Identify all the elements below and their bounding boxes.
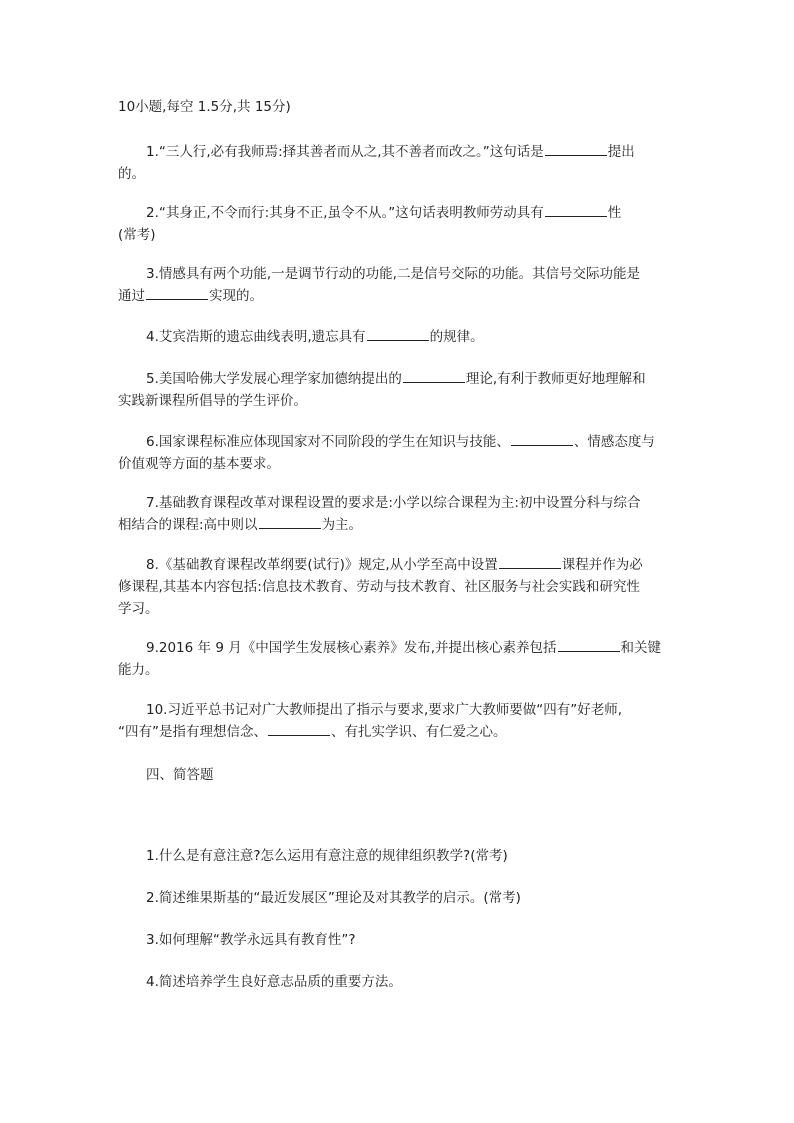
question-line xyxy=(118,659,678,681)
section-title: 四、简答题 xyxy=(146,767,214,783)
question-line xyxy=(118,224,678,246)
question-line xyxy=(118,431,706,453)
question-line xyxy=(118,163,678,185)
question-text: 性 xyxy=(607,205,622,221)
question-line xyxy=(118,285,678,307)
question-text: 提出 xyxy=(607,144,635,160)
question-text: 理论,有利于教师更好地理解和 xyxy=(465,371,646,387)
question-text: 实践新课程所倡导的学生评价。 xyxy=(118,393,307,409)
question-line xyxy=(118,141,706,163)
question-text: 4.艾宾浩斯的遗忘曲线表明,遗忘具有 xyxy=(146,329,366,345)
question-line xyxy=(118,514,678,536)
question-line xyxy=(118,263,706,285)
section-header-note: 10小题,每空 1.5分,共 15分) xyxy=(118,99,291,115)
question-line xyxy=(118,721,678,743)
question-text: 价值观等方面的基本要求。 xyxy=(118,456,280,472)
question-text: 修课程,其基本内容包括:信息技术教育、劳动与技术教育、社区服务与社会实践和研究性 xyxy=(118,579,640,595)
answer-blank[interactable] xyxy=(499,554,561,569)
question-text: 能力。 xyxy=(118,662,159,678)
short-answer-item: 3.如何理解“教学永远具有教育性”? xyxy=(146,932,356,948)
question-text: 3.情感具有两个功能,一是调节行动的功能,二是信号交际的功能。其信号交际功能是 xyxy=(146,266,640,282)
answer-blank[interactable] xyxy=(268,721,330,736)
question-text: 通过 xyxy=(118,288,145,304)
short-answer-item: 2.简述维果斯基的“最近发展区”理论及对其教学的启示。(常考) xyxy=(146,890,521,906)
question-text: 2.“其身正,不令而行:其身不正,虽令不从。”这句话表明教师劳动具有 xyxy=(146,205,544,221)
question-text: (常考) xyxy=(118,227,156,243)
question-line xyxy=(118,453,678,475)
answer-blank[interactable] xyxy=(403,368,465,383)
answer-blank[interactable] xyxy=(558,637,620,652)
question-text: 为主。 xyxy=(321,517,363,533)
question-text: 1.“三人行,必有我师焉:择其善者而从之,其不善者而改之。”这句话是 xyxy=(146,144,544,160)
question-line xyxy=(118,699,706,721)
question-text: 相结合的课程:高中则以 xyxy=(118,517,258,533)
question-text: 的。 xyxy=(118,166,145,182)
question-text: 5.美国哈佛大学发展心理学家加德纳提出的 xyxy=(146,371,402,387)
question-text: 7.基础教育课程改革对课程设置的要求是:小学以综合课程为主:初中设置分科与综合 xyxy=(146,495,641,511)
question-line xyxy=(118,368,706,390)
answer-blank[interactable] xyxy=(259,514,321,529)
question-text: 6.国家课程标准应体现国家对不同阶段的学生在知识与技能、 xyxy=(146,434,510,450)
answer-blank[interactable] xyxy=(367,326,429,341)
question-line xyxy=(118,576,678,598)
question-line xyxy=(118,554,706,576)
question-text: 、情感态度与 xyxy=(573,434,655,450)
short-answer-item: 4.简述培养学生良好意志品质的重要方法。 xyxy=(146,974,402,990)
question-line xyxy=(118,492,706,514)
question-text: 9.2016 年 9 月《中国学生发展核心素养》发布,并提出核心素养包括 xyxy=(146,640,557,656)
answer-blank[interactable] xyxy=(511,431,573,446)
question-line xyxy=(118,637,706,659)
question-text: 10.习近平总书记对广大教师提出了指示与要求,要求广大教师要做“四有”好老师, xyxy=(146,702,623,718)
question-text: 实现的。 xyxy=(209,288,263,304)
question-text: 和关键 xyxy=(620,640,661,656)
question-text: 的规律。 xyxy=(429,329,484,345)
question-text: 学习。 xyxy=(118,601,159,617)
answer-blank[interactable] xyxy=(545,202,607,217)
question-text: 、有扎实学识、有仁爱之心。 xyxy=(331,724,507,740)
question-line xyxy=(118,598,678,620)
answer-blank[interactable] xyxy=(146,285,208,300)
short-answer-item: 1.什么是有意注意?怎么运用有意注意的规律组织教学?(常考) xyxy=(146,848,508,864)
question-line xyxy=(118,202,706,224)
answer-blank[interactable] xyxy=(545,141,607,156)
question-text: 8.《基础教育课程改革纲要(试行)》规定,从小学至高中设置 xyxy=(146,557,498,573)
question-text: “四有”是指有理想信念、 xyxy=(118,724,267,740)
question-text: 课程并作为必 xyxy=(561,557,643,573)
question-line xyxy=(118,326,706,348)
question-line xyxy=(118,390,678,412)
